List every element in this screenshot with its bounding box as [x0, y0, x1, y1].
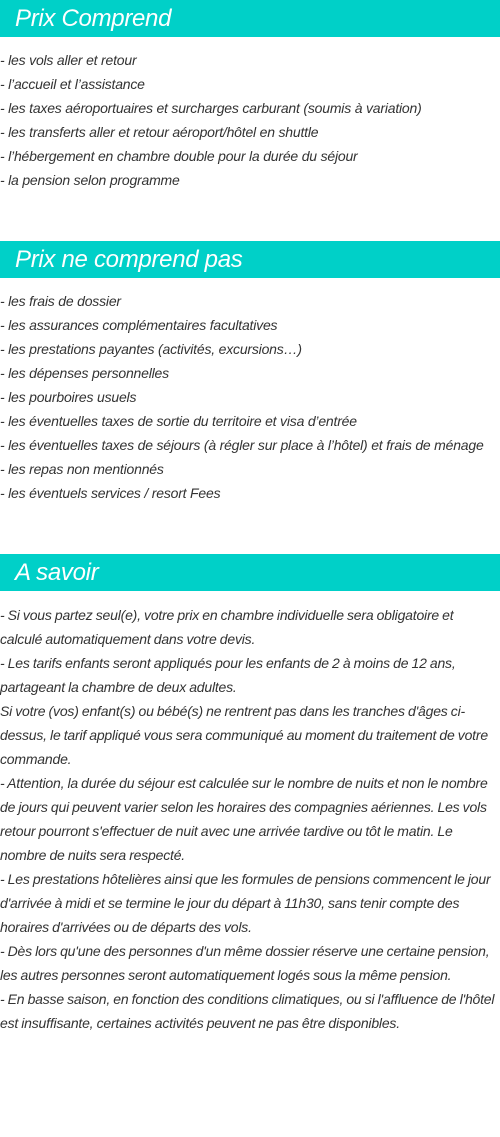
- list-item: - l’hébergement en chambre double pour la durée du séjour: [0, 148, 358, 164]
- list-item: - les éventuelles taxes de sortie du territoire et visa d’entrée: [0, 413, 357, 429]
- list-item: - les taxes aéroportuaires et surcharges carburant (soumis à variation): [0, 100, 422, 116]
- included-section: [0, 0, 500, 192]
- info-paragraph: - En basse saison, en fonction des conditions climatiques, ou si l'affluence de l'hôtel est insuffisante, certaines activités peuvent ne pas être disponibles.: [0, 991, 495, 1031]
- list-item: - les frais de dossier: [0, 293, 121, 309]
- info-header: [0, 554, 500, 591]
- info-paragraph: - Si vous partez seul(e), votre prix en chambre individuelle sera obligatoire et calculé automatiquement dans votre devis.: [0, 607, 454, 647]
- info-section: [0, 554, 500, 1035]
- list-item: - les vols aller et retour: [0, 52, 137, 68]
- list-item: - les prestations payantes (activités, excursions…): [0, 341, 302, 357]
- list-item: - les éventuels services / resort Fees: [0, 485, 221, 501]
- list-item: - les assurances complémentaires facultatives: [0, 317, 278, 333]
- info-paragraph: Si votre (vos) enfant(s) ou bébé(s) ne rentrent pas dans les tranches d'âges ci-dessus, le tarif appliqué vous sera communiqué au moment du traitement de votre commande.: [0, 703, 488, 767]
- info-paragraph: - Attention, la durée du séjour est calculée sur le nombre de nuits et non le nombre de jours qui peuvent varier selon les horaires des compagnies aériennes. Les vols retour pourront s'effectuer de nuit avec une arrivée tardive ou tôt le matin. Le nombre de nuits sera respecté.: [0, 775, 488, 863]
- excluded-list: [0, 289, 500, 505]
- info-title: A savoir: [15, 558, 99, 586]
- list-item: - les éventuelles taxes de séjours (à régler sur place à l’hôtel) et frais de ménage: [0, 437, 484, 453]
- list-item: - l’accueil et l’assistance: [0, 76, 145, 92]
- list-item: - les transferts aller et retour aéroport/hôtel en shuttle: [0, 124, 319, 140]
- info-paragraph: - Les prestations hôtelières ainsi que les formules de pensions commencent le jour d'arrivée à midi et se termine le jour du départ à 11h30, sans tenir compte des horaires d'arrivées ou de départs des vols.: [0, 871, 491, 935]
- included-header: [0, 0, 500, 37]
- info-paragraph: - Les tarifs enfants seront appliqués pour les enfants de 2 à moins de 12 ans, partageant la chambre de deux adultes.: [0, 655, 456, 695]
- excluded-section: [0, 241, 500, 505]
- info-text: [0, 603, 500, 1035]
- list-item: - la pension selon programme: [0, 172, 180, 188]
- list-item: - les repas non mentionnés: [0, 461, 164, 477]
- info-paragraph: - Dès lors qu'une des personnes d'un même dossier réserve une certaine pension, les autres personnes seront automatiquement logés sous la même pension.: [0, 943, 490, 983]
- excluded-header: [0, 241, 500, 278]
- excluded-title: Prix ne comprend pas: [15, 245, 243, 273]
- list-item: - les dépenses personnelles: [0, 365, 169, 381]
- included-title: Prix Comprend: [15, 4, 172, 32]
- included-list: [0, 48, 500, 192]
- list-item: - les pourboires usuels: [0, 389, 137, 405]
